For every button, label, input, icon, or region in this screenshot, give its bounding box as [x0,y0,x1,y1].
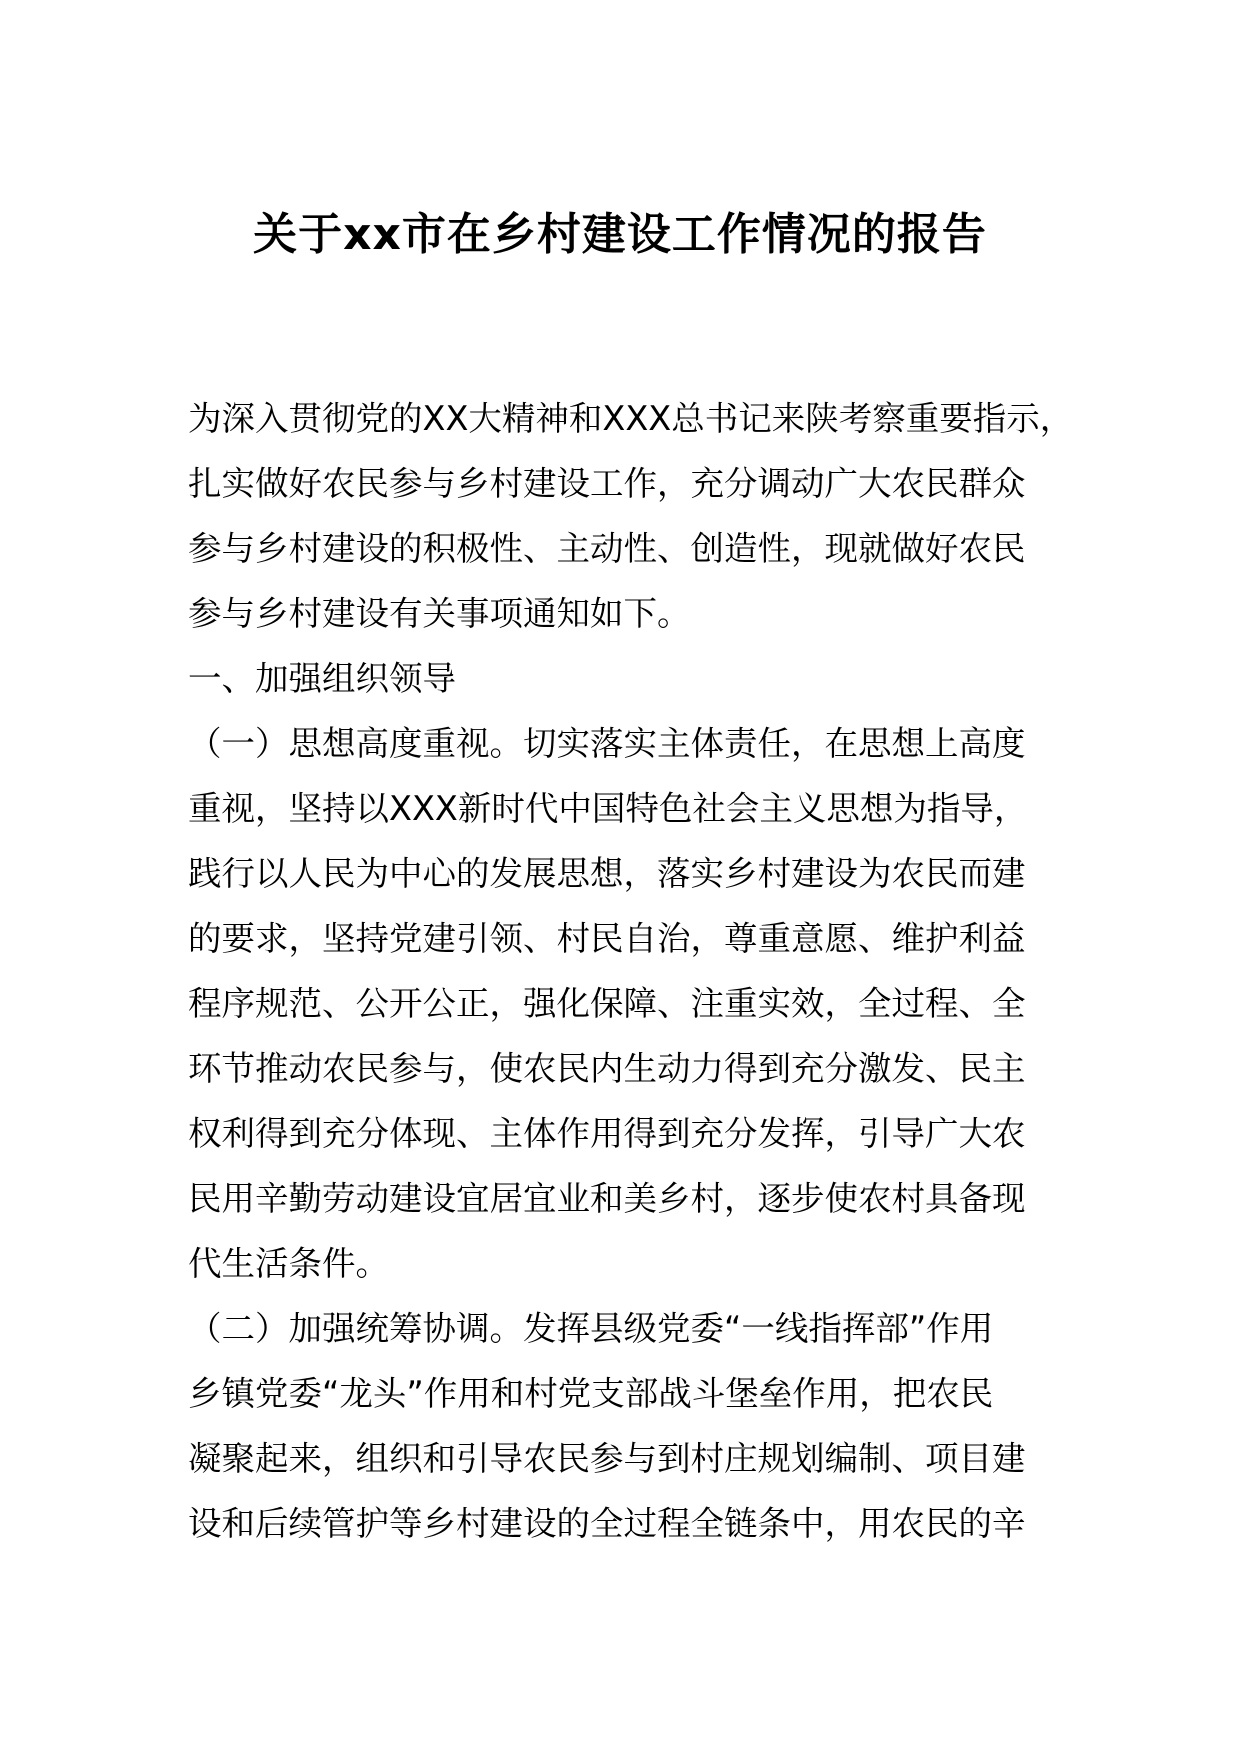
body-line: 践行以人民为中心的发展思想，落实乡村建设为农民而建 [188,854,1026,893]
body-line: 参与乡村建设的积极性、主动性、创造性，现就做好农民 [188,529,1026,568]
document-body [188,386,1088,1556]
body-line: 为深入贯彻党的XX大精神和XXX总书记来陕考察重要指示， [188,399,1074,438]
section-heading: 一、加强组织领导 [188,659,456,698]
body-line: 程序规范、公开公正，强化保障、注重实效，全过程、全 [188,984,1026,1023]
body-line: 设和后续管护等乡村建设的全过程全链条中，用农民的辛 [188,1504,1026,1543]
body-line: 参与乡村建设有关事项通知如下。 [188,594,691,633]
body-line: 扎实做好农民参与乡村建设工作，充分调动广大农民群众 [188,464,1026,503]
body-line: 代生活条件。 [188,1244,389,1283]
body-line: 权利得到充分体现、主体作用得到充分发挥，引导广大农 [188,1114,1026,1153]
body-line: 民用辛勤劳动建设宜居宜业和美乡村，逐步使农村具备现 [188,1179,1026,1218]
body-line: 重视，坚持以XXX新时代中国特色社会主义思想为指导， [188,789,1028,828]
body-line: （二）加强统筹协调。发挥县级党委“一线指挥部”作用 [188,1309,994,1348]
body-line: 的要求，坚持党建引领、村民自治，尊重意愿、维护利益 [188,919,1026,958]
body-line: 凝聚起来，组织和引导农民参与到村庄规划编制、项目建 [188,1439,1026,1478]
body-line: 环节推动农民参与，使农民内生动力得到充分激发、民主 [188,1049,1026,1088]
body-line: （一）思想高度重视。切实落实主体责任，在思想上高度 [188,724,1026,763]
document-title: 关于xx市在乡村建设工作情况的报告 [253,209,987,260]
body-line: 乡镇党委“龙头”作用和村党支部战斗堡垒作用，把农民 [188,1374,994,1413]
